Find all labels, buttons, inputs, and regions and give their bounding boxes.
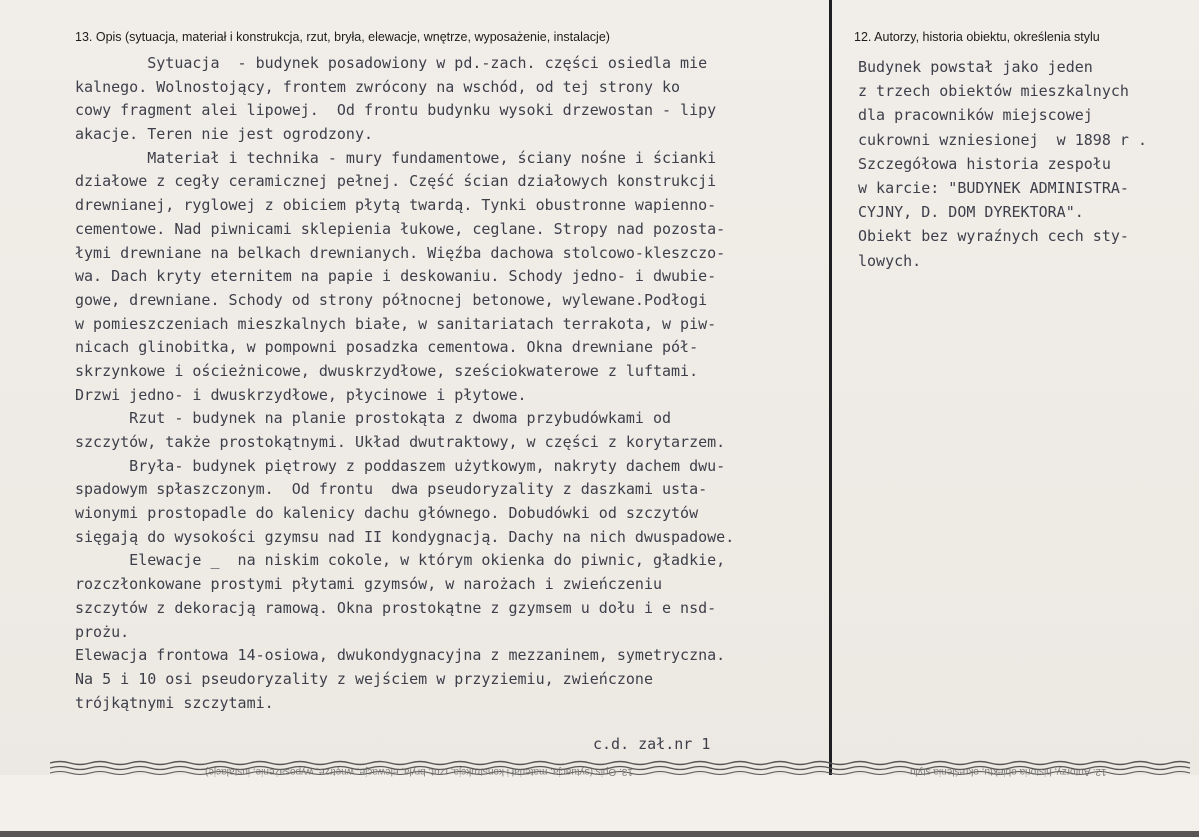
description-text [75,52,827,715]
text-line: dla pracowników miejscowej [858,106,1093,125]
text-line: Rzut - budynek na planie prostokąta z dwoma przybudówkami od [75,409,672,428]
text-line: w pomieszczeniach mieszkalnych białe, w sanitariatach terrakota, w piw- [75,314,717,333]
text-line: Budynek powstał jako jeden [858,58,1093,76]
text-line: Bryła- budynek piętrowy z poddaszem użytkowym, nakryty dachem dwu- [75,456,726,475]
text-line: prożu. [75,622,130,641]
text-line: Materiał i technika - mury fundamentowe, ściany nośne i ścianki [75,148,717,167]
history-text [858,55,1188,273]
text-line: Na 5 i 10 osi pseudoryzality z wejściem w przyziemiu, zwieńczone [75,669,653,688]
text-line: Elewacja frontowa 14-osiowa, dwukondygnacyjna z mezzaninem, symetryczna. [75,646,726,665]
mirrored-section-12-header: 12. Autorzy, historia obiektu, określenia stylu [910,766,1107,777]
text-line: spadowym spłaszczonym. Od frontu dwa pseudoryzality z daszkami usta- [75,480,708,499]
text-line: drewnianej, ryglowej z obiciem płytą twardą. Tynki obustronne wapienno- [75,196,717,215]
text-line: działowe z cegły ceramicznej pełnej. Część ścian działowych konstrukcji [75,172,717,191]
text-line: lowych. [858,251,922,270]
text-line: z trzech obiektów mieszkalnych [858,82,1129,101]
mirrored-strip [0,775,1199,837]
text-line: w karcie: "BUDYNEK ADMINISTRA- [858,178,1129,197]
continuation-note: c.d. zał.nr 1 [593,735,711,753]
text-line: cukrowni wzniesionej w 1898 r . [858,130,1147,149]
text-line: akacje. Teren nie jest ogrodzony. [75,125,374,144]
text-line: gowe, drewniane. Schody od strony północnej betonowe, wylewane.Podłogi [75,290,708,309]
text-line: szczytów z dekoracją ramową. Okna prostokątne z gzymsem u dołu i e nsd- [75,598,717,617]
section-12-header: 12. Autorzy, historia obiektu, określenia stylu [854,30,1100,44]
bottom-edge [0,831,1199,837]
text-line: skrzynkowe i ościeżnicowe, dwuskrzydłowe, sześciokwaterowe z luftami. [75,361,699,380]
section-13-header: 13. Opis (sytuacja, materiał i konstrukcja, rzut, bryła, elewacje, wnętrze, wyposażenie, instalacje) [75,30,610,44]
text-line: szczytów, także prostokątnymi. Układ dwutraktowy, w części z korytarzem. [75,433,726,451]
text-line: CYJNY, D. DOM DYREKTORA". [858,203,1084,222]
text-line: Sytuacja - budynek posadowiony w pd.-zach. części osiedla mie [75,54,708,72]
text-line: kalnego. Wolnostojący, frontem zwrócony na wschód, od tej strony ko [75,77,681,96]
text-line: Drzwi jedno- i dwuskrzydłowe, płycinowe i płytowe. [75,385,527,404]
text-line: wionymi prostopadle do kalenicy dachu głównego. Dobudówki od szczytów [75,504,699,523]
text-line: łymi drewniane na belkach drewnianych. Więźba dachowa stolcowo-kleszczo- [75,243,726,262]
text-line: Szczegółowa historia zespołu [858,154,1111,173]
text-line: cementowe. Nad piwnicami sklepienia łukowe, ceglane. Stropy nad pozosta- [75,219,726,238]
text-line: Obiekt bez wyraźnych cech sty- [858,227,1129,246]
text-line: Elewacje _ na niskim cokole, w którym okienka do piwnic, gładkie, [75,551,726,570]
text-line: rozczłonkowane prostymi płytami gzymsów, w narożach i zwieńczeniu [75,575,662,594]
text-line: wa. Dach kryty eternitem na papie i deskowaniu. Schody jedno- i dwubie- [75,267,717,286]
text-line: sięgają do wysokości gzymsu nad II kondygnacją. Dachy na nich dwuspadowe. [75,527,735,546]
text-line: trójkątnymi szczytami. [75,693,274,712]
text-line: nicach glinobitka, w pompowni posadzka cementowa. Okna drewniane pół- [75,338,699,357]
text-line: cowy fragment alei lipowej. Od frontu budynku wysoki drzewostan - lipy [75,101,717,120]
column-divider [829,0,832,837]
mirrored-section-13-header: 13. Opis (sytuacja, materiał i konstrukcja, rzut, bryła, elewacje, wnętrze, wyposażenie, instalacje) [205,766,633,777]
